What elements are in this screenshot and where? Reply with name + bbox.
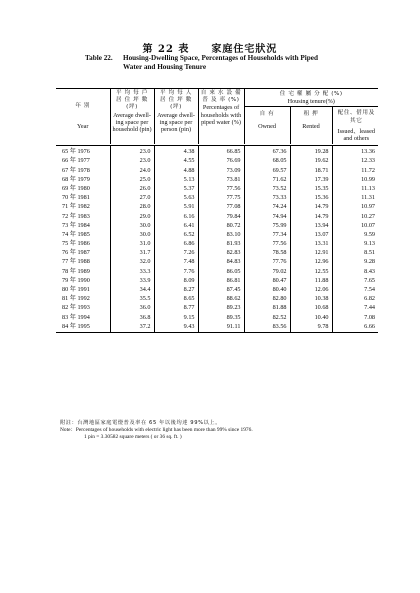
rented-header-chinese: 租 押 [303,111,319,118]
footnote-pin-conversion: 1 pin = 3.30582 square meters ( or 36 sq. ft. ) [84,434,182,440]
rented-cell: 12.96 [290,258,332,267]
household-cell: 31.7 [110,249,154,258]
water-cell: 77.56 [198,185,244,194]
housing-table [56,88,378,333]
person-cell: 5.37 [154,185,198,194]
year-cell: 77 年 1988 [62,258,90,266]
water-cell: 88.62 [198,295,244,304]
issued-cell: 9.59 [332,231,378,240]
water-cell: 83.10 [198,231,244,240]
owned-cell: 71.62 [244,176,290,185]
footnotes [60,420,400,441]
issued-cell: 6.82 [332,295,378,304]
rented-cell: 12.06 [290,286,332,295]
owned-cell: 67.36 [244,146,290,158]
household-cell: 33.9 [110,277,154,286]
rented-cell: 10.40 [290,314,332,323]
issued-cell: 9.28 [332,258,378,267]
water-cell: 86.05 [198,268,244,277]
water-cell: 91.11 [198,323,244,333]
water-cell: 73.09 [198,167,244,176]
footnote-chinese: 附註：台灣地區家庭電燈普及率在 65 年以後均達 99%以上。 [60,420,221,426]
rented-cell: 14.79 [290,213,332,222]
table-row [56,146,378,158]
household-cell: 24.0 [110,167,154,176]
year-cell: 67 年 1978 [62,166,90,174]
owned-cell: 77.76 [244,258,290,267]
table-row [56,185,378,194]
issued-cell: 6.66 [332,323,378,333]
person-cell: 9.15 [154,314,198,323]
rented-cell: 17.39 [290,176,332,185]
table-row [56,295,378,304]
person-cell: 6.52 [154,231,198,240]
water-cell: 80.72 [198,222,244,231]
year-header-english: Year [77,122,89,130]
person-cell: 5.13 [154,176,198,185]
rented-cell: 11.88 [290,277,332,286]
household-cell: 30.0 [110,231,154,240]
owned-cell: 75.99 [244,222,290,231]
person-cell: 7.76 [154,268,198,277]
year-cell: 75 年 1986 [62,240,90,248]
water-cell: 89.35 [198,314,244,323]
person-cell: 8.65 [154,295,198,304]
water-cell: 84.83 [198,258,244,267]
person-cell: 8.09 [154,277,198,286]
household-cell: 25.0 [110,176,154,185]
water-cell: 82.83 [198,249,244,258]
year-cell: 82 年 1993 [62,304,90,312]
household-cell: 34.4 [110,286,154,295]
table-row [56,157,378,166]
household-cell: 33.3 [110,268,154,277]
person-cell: 8.77 [154,304,198,313]
year-cell: 71 年 1982 [62,203,90,211]
person-space-header-english: Average dwell-ing space per person (pin) [157,111,195,134]
issued-cell: 8.51 [332,249,378,258]
rented-cell: 12.55 [290,268,332,277]
household-cell: 23.0 [110,146,154,158]
year-cell: 65 年 1976 [62,148,90,156]
owned-cell: 82.52 [244,314,290,323]
table-body [56,146,378,333]
person-cell: 5.63 [154,194,198,203]
issued-header [332,107,378,144]
issued-cell: 7.44 [332,304,378,313]
household-cell: 31.0 [110,240,154,249]
household-space-header-chinese: 平 均 每 戶 居 住 坪 數 (坪) [116,90,148,111]
person-cell: 6.16 [154,213,198,222]
issued-cell: 12.33 [332,157,378,166]
water-cell: 77.75 [198,194,244,203]
household-cell: 30.0 [110,222,154,231]
owned-cell: 77.56 [244,240,290,249]
owned-cell: 82.80 [244,295,290,304]
water-cell: 89.23 [198,304,244,313]
owned-cell: 69.57 [244,167,290,176]
issued-cell: 11.13 [332,185,378,194]
year-cell: 80 年 1991 [62,286,90,294]
water-cell: 87.45 [198,286,244,295]
person-cell: 7.26 [154,249,198,258]
year-cell: 79 年 1990 [62,276,90,284]
person-cell: 7.48 [154,258,198,267]
issued-header-chinese: 配住、借用及其它 [337,110,375,124]
table-row [56,213,378,222]
issued-cell: 7.08 [332,314,378,323]
household-cell: 27.0 [110,194,154,203]
water-cell: 76.69 [198,157,244,166]
water-cell: 79.84 [198,213,244,222]
water-cell: 73.81 [198,176,244,185]
rented-header [290,107,332,144]
title-english-line-2: Water and Housing Tenure [123,63,207,71]
rented-cell: 15.36 [290,194,332,203]
piped-water-header-chinese: 自 來 水 設 備 普 及 率 (%) [200,90,242,104]
year-cell: 66 年 1977 [62,157,90,165]
person-space-header [154,89,198,145]
household-cell: 28.0 [110,203,154,212]
table-row [56,314,378,323]
issued-cell: 11.31 [332,194,378,203]
table-row [56,203,378,212]
issued-cell: 11.72 [332,167,378,176]
table-row [56,167,378,176]
person-cell: 6.41 [154,222,198,231]
owned-header-chinese: 自 有 [259,111,275,118]
title-english-line-1: Housing-Dwelling Space, Percentages of Households with Piped [123,54,318,62]
rented-cell: 9.78 [290,323,332,333]
year-cell: 83 年 1994 [62,313,90,321]
owned-cell: 80.40 [244,286,290,295]
person-cell: 9.43 [154,323,198,333]
rented-cell: 19.28 [290,146,332,158]
table-row [56,277,378,286]
person-cell: 6.86 [154,240,198,249]
owned-cell: 74.24 [244,203,290,212]
year-cell: 72 年 1983 [62,212,90,220]
issued-cell: 8.43 [332,268,378,277]
rented-cell: 19.62 [290,157,332,166]
table-row [56,258,378,267]
owned-cell: 77.34 [244,231,290,240]
issued-header-english: Issued、leased and others [337,127,375,143]
housing-tenure-header-english: Housing tenure(%) [287,98,335,106]
issued-cell: 13.36 [332,146,378,158]
person-space-header-chinese: 平 均 每 人 居 住 坪 數 (坪) [160,90,192,111]
rented-cell: 10.38 [290,295,332,304]
household-space-header-english: Average dwell-ing space per household (pin) [112,111,152,134]
household-cell: 35.5 [110,295,154,304]
year-cell: 74 年 1985 [62,230,90,238]
page-title-chinese: 第 22 表 家庭住宅狀況 [142,44,278,55]
issued-cell: 10.97 [332,203,378,212]
table-row [56,176,378,185]
issued-cell: 7.65 [332,277,378,286]
person-cell: 5.91 [154,203,198,212]
household-space-header [110,89,154,145]
year-cell: 73 年 1984 [62,221,90,229]
year-cell: 78 年 1989 [62,267,90,275]
rented-header-english: Rented [302,122,320,130]
issued-cell: 10.27 [332,213,378,222]
table-row [56,249,378,258]
household-cell: 32.0 [110,258,154,267]
rented-cell: 14.79 [290,203,332,212]
table-number-label: Table 22. [85,54,113,62]
table-row [56,286,378,295]
page-title-english [85,54,405,72]
water-cell: 77.08 [198,203,244,212]
owned-cell: 73.33 [244,194,290,203]
rented-cell: 15.35 [290,185,332,194]
issued-cell: 9.13 [332,240,378,249]
owned-cell: 68.05 [244,157,290,166]
issued-cell: 10.99 [332,176,378,185]
issued-cell: 10.07 [332,222,378,231]
owned-cell: 73.52 [244,185,290,194]
household-cell: 26.0 [110,185,154,194]
household-cell: 36.0 [110,304,154,313]
footnote-english: Note：Percentages of households with electric light has been more than 99% since 1976. [60,427,253,433]
owned-cell: 74.94 [244,213,290,222]
rented-cell: 13.07 [290,231,332,240]
owned-cell: 83.56 [244,323,290,333]
issued-cell: 7.54 [332,286,378,295]
table-row [56,222,378,231]
table-row [56,268,378,277]
table-row [56,194,378,203]
year-header [56,89,110,145]
person-cell: 4.55 [154,157,198,166]
year-header-chinese: 年 別 [75,103,91,110]
rented-cell: 13.31 [290,240,332,249]
year-cell: 81 年 1992 [62,295,90,303]
year-cell: 76 年 1987 [62,249,90,257]
owned-cell: 79.02 [244,268,290,277]
table-row [56,304,378,313]
housing-tenure-header-chinese: 住 宅 權 屬 分 配 (%) [279,91,343,97]
water-cell: 86.81 [198,277,244,286]
household-cell: 36.8 [110,314,154,323]
household-cell: 37.2 [110,323,154,333]
year-cell: 69 年 1980 [62,184,90,192]
year-cell: 70 年 1981 [62,194,90,202]
person-cell: 4.38 [154,146,198,158]
table-row [56,231,378,240]
rented-cell: 13.94 [290,222,332,231]
owned-header [244,107,290,144]
owned-header-english: Owned [258,122,276,130]
household-cell: 29.0 [110,213,154,222]
piped-water-header-english: Percentages of households with piped water (%) [200,104,242,126]
rented-cell: 18.71 [290,167,332,176]
year-cell: 68 年 1979 [62,175,90,183]
household-cell: 23.0 [110,157,154,166]
water-cell: 66.85 [198,146,244,158]
rented-cell: 10.68 [290,304,332,313]
owned-cell: 80.47 [244,277,290,286]
person-cell: 8.27 [154,286,198,295]
rented-cell: 12.91 [290,249,332,258]
year-cell: 84 年 1995 [62,322,90,330]
water-cell: 81.93 [198,240,244,249]
table-row [56,323,378,333]
owned-cell: 81.88 [244,304,290,313]
owned-cell: 78.58 [244,249,290,258]
table-row [56,240,378,249]
person-cell: 4.88 [154,167,198,176]
housing-tenure-header [244,89,378,107]
piped-water-header [198,89,244,145]
